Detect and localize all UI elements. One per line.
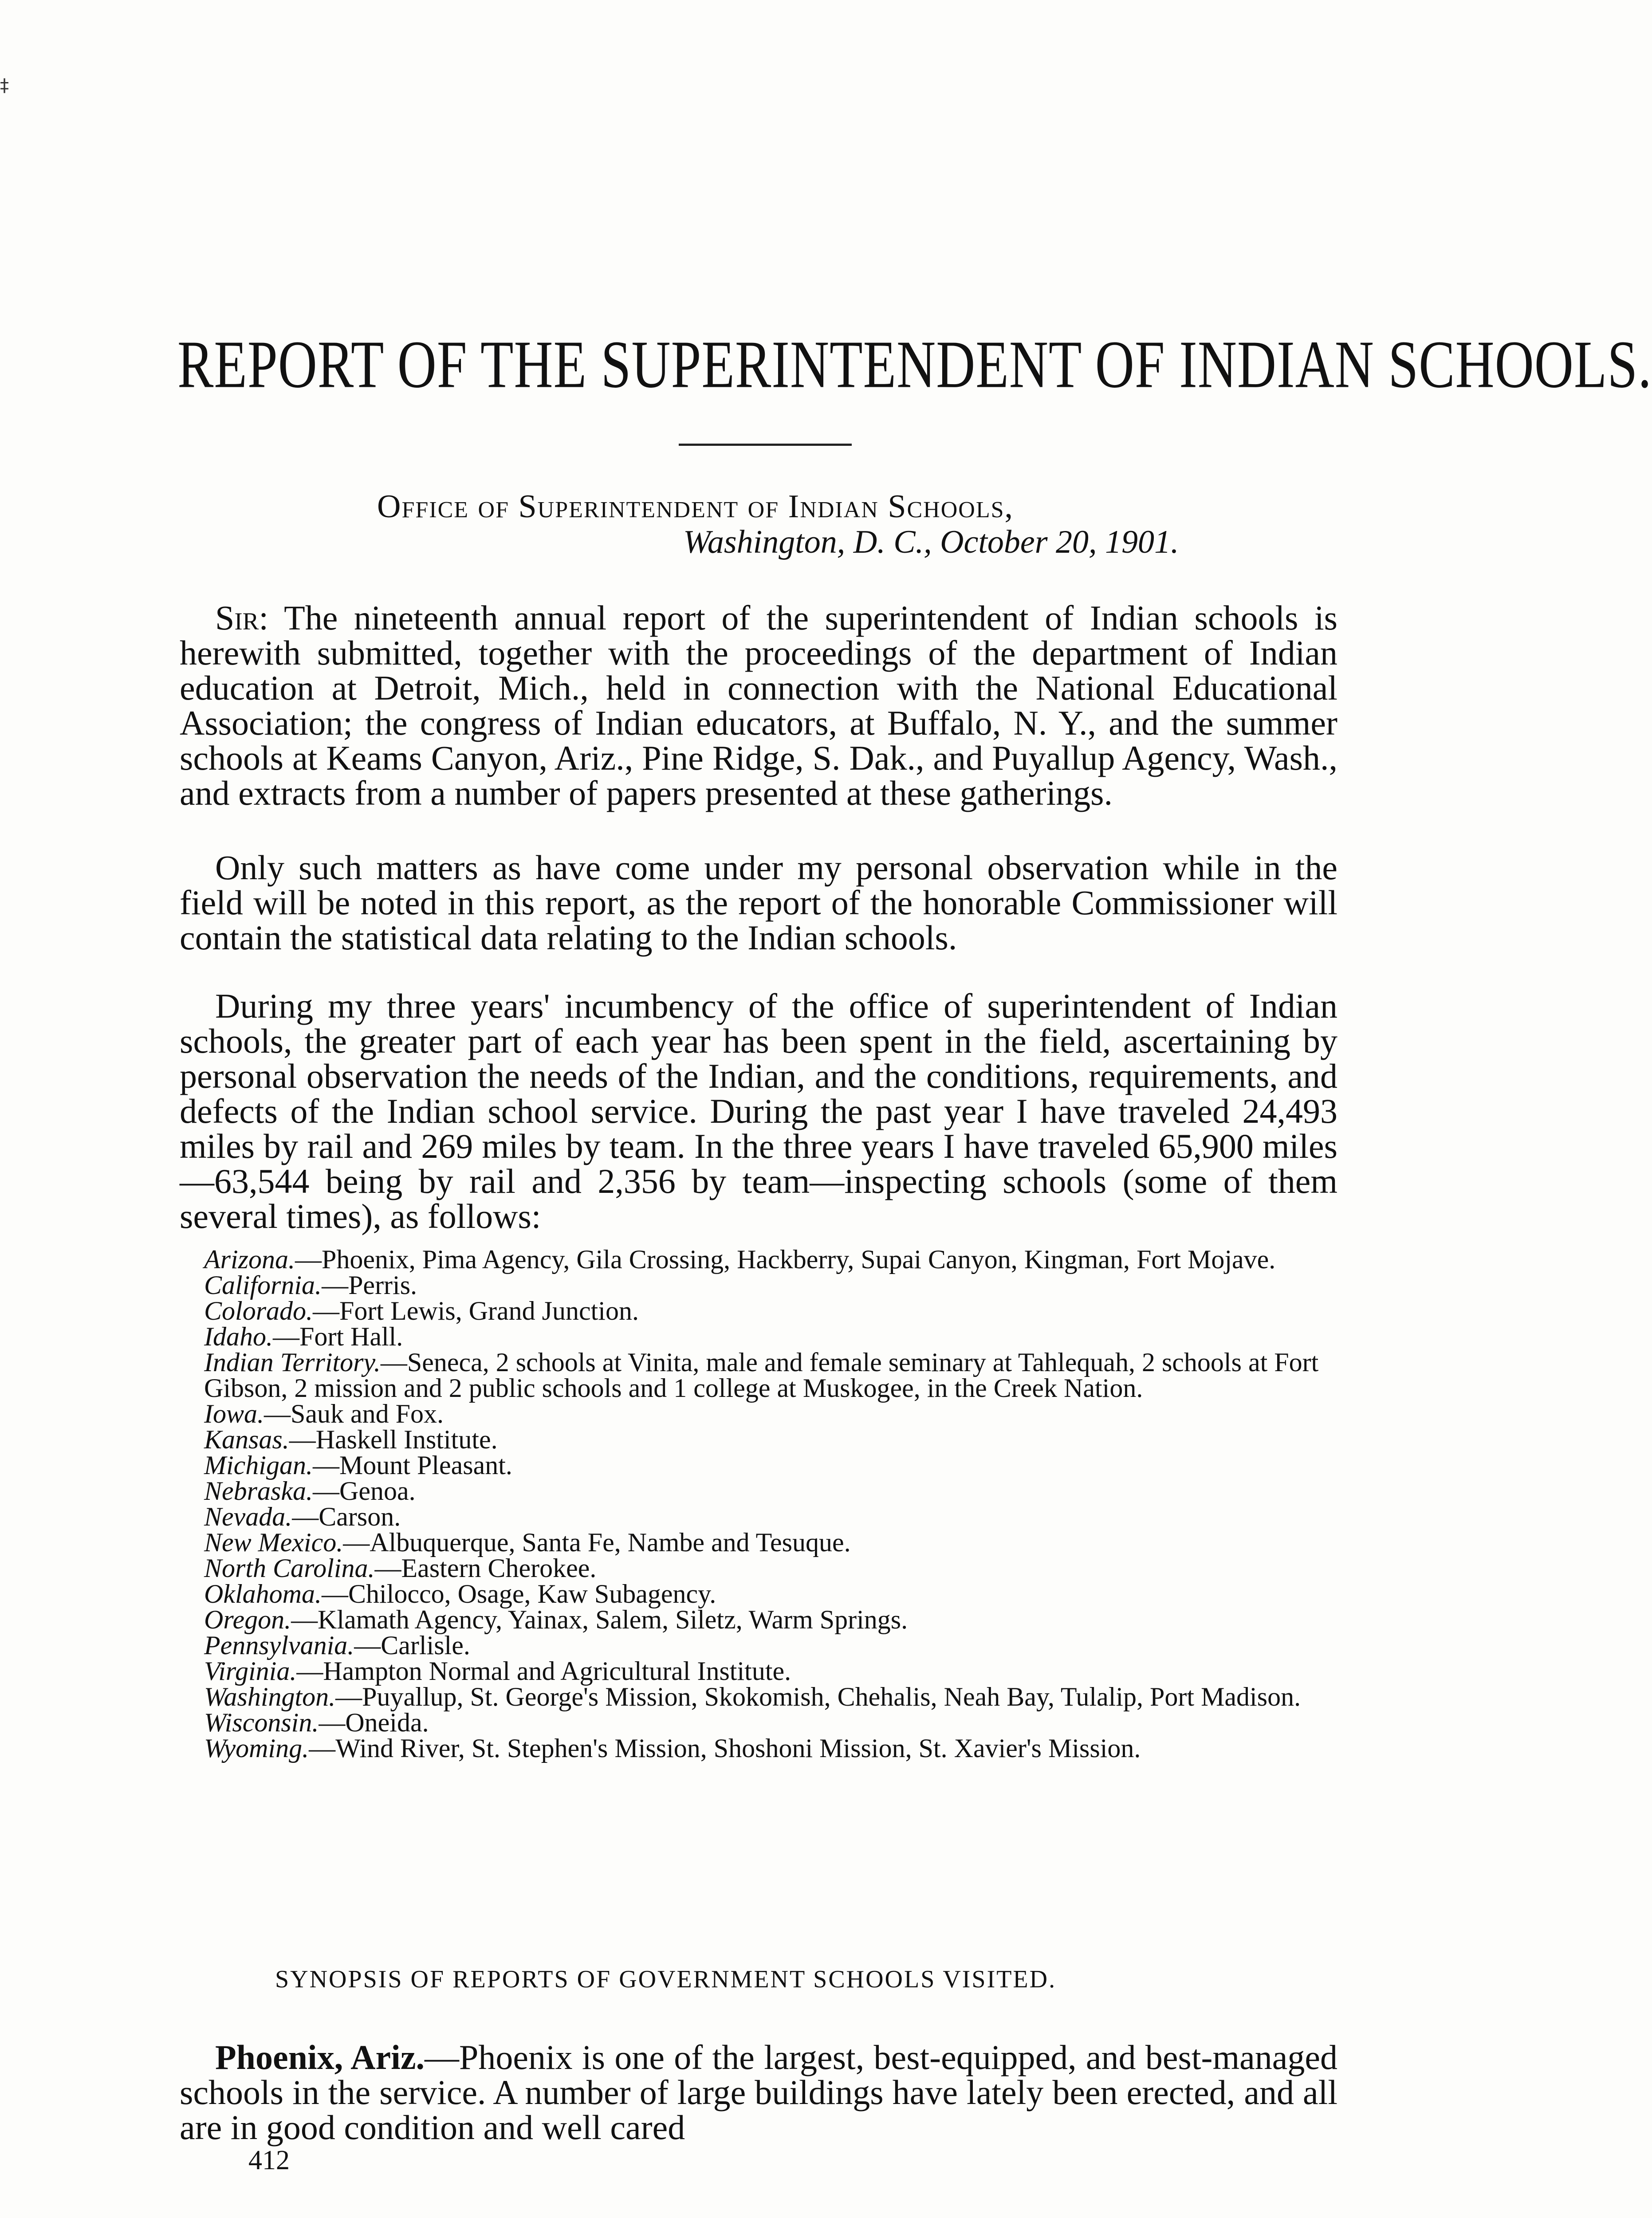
state-name: Michigan. [204,1451,313,1480]
state-name: Oklahoma. [204,1579,322,1608]
paragraph-2: Only such matters as have come under my personal observation while in the field will be noted in this report, as the report of the honorable Commissioner will contain the statistical data relating to the Indian schools. [180,848,1337,957]
paragraph-intro [180,600,1337,810]
state-entry [180,1684,1337,1710]
states-list [180,1247,1337,1761]
state-name: Wyoming. [204,1734,309,1763]
state-name: Pennsylvania. [204,1631,354,1660]
state-schools: —Klamath Agency, Yainax, Salem, Siletz, Warm Springs. [291,1605,908,1634]
paragraph-phoenix [180,2040,1337,2145]
state-schools: —Wind River, St. Stephen's Mission, Shoshoni Mission, St. Xavier's Mission. [309,1734,1141,1763]
state-entry [180,1272,1337,1298]
page-number: 412 [248,2145,290,2175]
office-line: Office of Superintendent of Indian Schools, [377,488,1014,525]
state-schools: —Phoenix, Pima Agency, Gila Crossing, Hackberry, Supai Canyon, Kingman, Fort Mojave. [295,1245,1276,1274]
state-entry [180,1581,1337,1607]
state-schools: —Seneca, 2 schools at Vinita, male and female seminary at Tahlequah, 2 schools at Fort Gibson, 2 mission and 2 public schools and 1 college at Muskogee, in the Creek Nation. [204,1348,1319,1403]
state-entry [180,1658,1337,1684]
margin-mark: ‡ [0,75,9,96]
state-entry [180,1607,1337,1632]
state-entry [180,1349,1337,1401]
state-name: California. [204,1270,322,1300]
state-schools: —Carson. [292,1502,401,1531]
state-entry [180,1324,1337,1349]
state-schools: —Genoa. [312,1476,416,1506]
state-name: Arizona. [204,1245,295,1274]
state-schools: —Albuquerque, Santa Fe, Nambe and Tesuque. [343,1528,851,1557]
state-schools: —Haskell Institute. [289,1425,498,1454]
state-entry [180,1710,1337,1735]
state-schools: —Sauk and Fox. [264,1399,444,1428]
state-name: Idaho. [204,1322,273,1351]
state-schools: —Carlisle. [354,1631,470,1660]
state-name: Virginia. [204,1656,297,1686]
state-schools: —Mount Pleasant. [312,1451,512,1480]
paragraph-phoenix-text: —Phoenix is one of the largest, best-equipped, and best-managed schools in the service. A number of large buildings have lately been erected, and all are in good condition and well cared [180,2038,1337,2147]
state-entry [180,1478,1337,1504]
state-name: Kansas. [204,1425,289,1454]
state-schools: —Oneida. [319,1708,429,1737]
state-name: Nevada. [204,1502,292,1531]
state-name: Oregon. [204,1605,291,1634]
state-schools: —Chilocco, Osage, Kaw Subagency. [321,1579,716,1608]
report-title: REPORT OF THE SUPERINTENDENT OF INDIAN SCHOOLS. [177,327,1652,402]
title-rule [679,444,852,446]
state-entry [180,1427,1337,1452]
paragraph-3: During my three years' incumbency of the office of superintendent of Indian schools, the greater part of each year has been spent in the field, ascertaining by personal observation the needs of the Indian, and the conditions, requirements, and defects of the Indian school service. During the past year I have traveled 24,493 miles by rail and 269 miles by team. In the three years I have traveled 65,900 miles—63,544 being by rail and 2,356 by team—inspecting schools (some of them several times), as follows: [180,987,1337,1235]
state-name: Colorado. [204,1296,313,1325]
dateline: Washington, D. C., October 20, 1901. [683,524,1179,560]
state-entry [180,1247,1337,1272]
state-entry [180,1555,1337,1581]
state-schools: —Puyallup, St. George's Mission, Skokomish, Chehalis, Neah Bay, Tulalip, Port Madison. [335,1682,1301,1711]
paragraph-lead: Phoenix, Ariz. [215,2038,425,2076]
state-schools: —Hampton Normal and Agricultural Institute. [296,1656,791,1686]
state-entry [180,1504,1337,1530]
state-name: North Carolina. [204,1553,375,1583]
salutation: Sir: [215,598,269,637]
state-entry [180,1530,1337,1555]
state-name: Washington. [204,1682,336,1711]
state-schools: —Fort Hall. [272,1322,403,1351]
synopsis-heading: SYNOPSIS OF REPORTS OF GOVERNMENT SCHOOLS VISITED. [275,1966,1057,1993]
state-name: Wisconsin. [204,1708,319,1737]
paragraph-1-text: The nineteenth annual report of the superintendent of Indian schools is herewith submitted, together with the proceedings of the department of Indian education at Detroit, Mich., held in connection with the National Educational Association; the congress of Indian educators, at Buffalo, N. Y., and the summer schools at Keams Canyon, Ariz., Pine Ridge, S. Dak., and Puyallup Agency, Wash., and extracts from a number of papers presented at these gatherings. [180,598,1337,812]
state-name: Nebraska. [204,1476,313,1506]
state-entry [180,1298,1337,1324]
state-name: Indian Territory. [204,1348,381,1377]
state-name: Iowa. [204,1399,264,1428]
state-entry [180,1632,1337,1658]
state-schools: —Perris. [322,1270,417,1300]
state-name: New Mexico. [204,1528,343,1557]
state-schools: —Fort Lewis, Grand Junction. [313,1296,639,1325]
state-entry [180,1452,1337,1478]
state-schools: —Eastern Cherokee. [374,1553,597,1583]
state-entry [180,1401,1337,1427]
state-entry [180,1735,1337,1761]
